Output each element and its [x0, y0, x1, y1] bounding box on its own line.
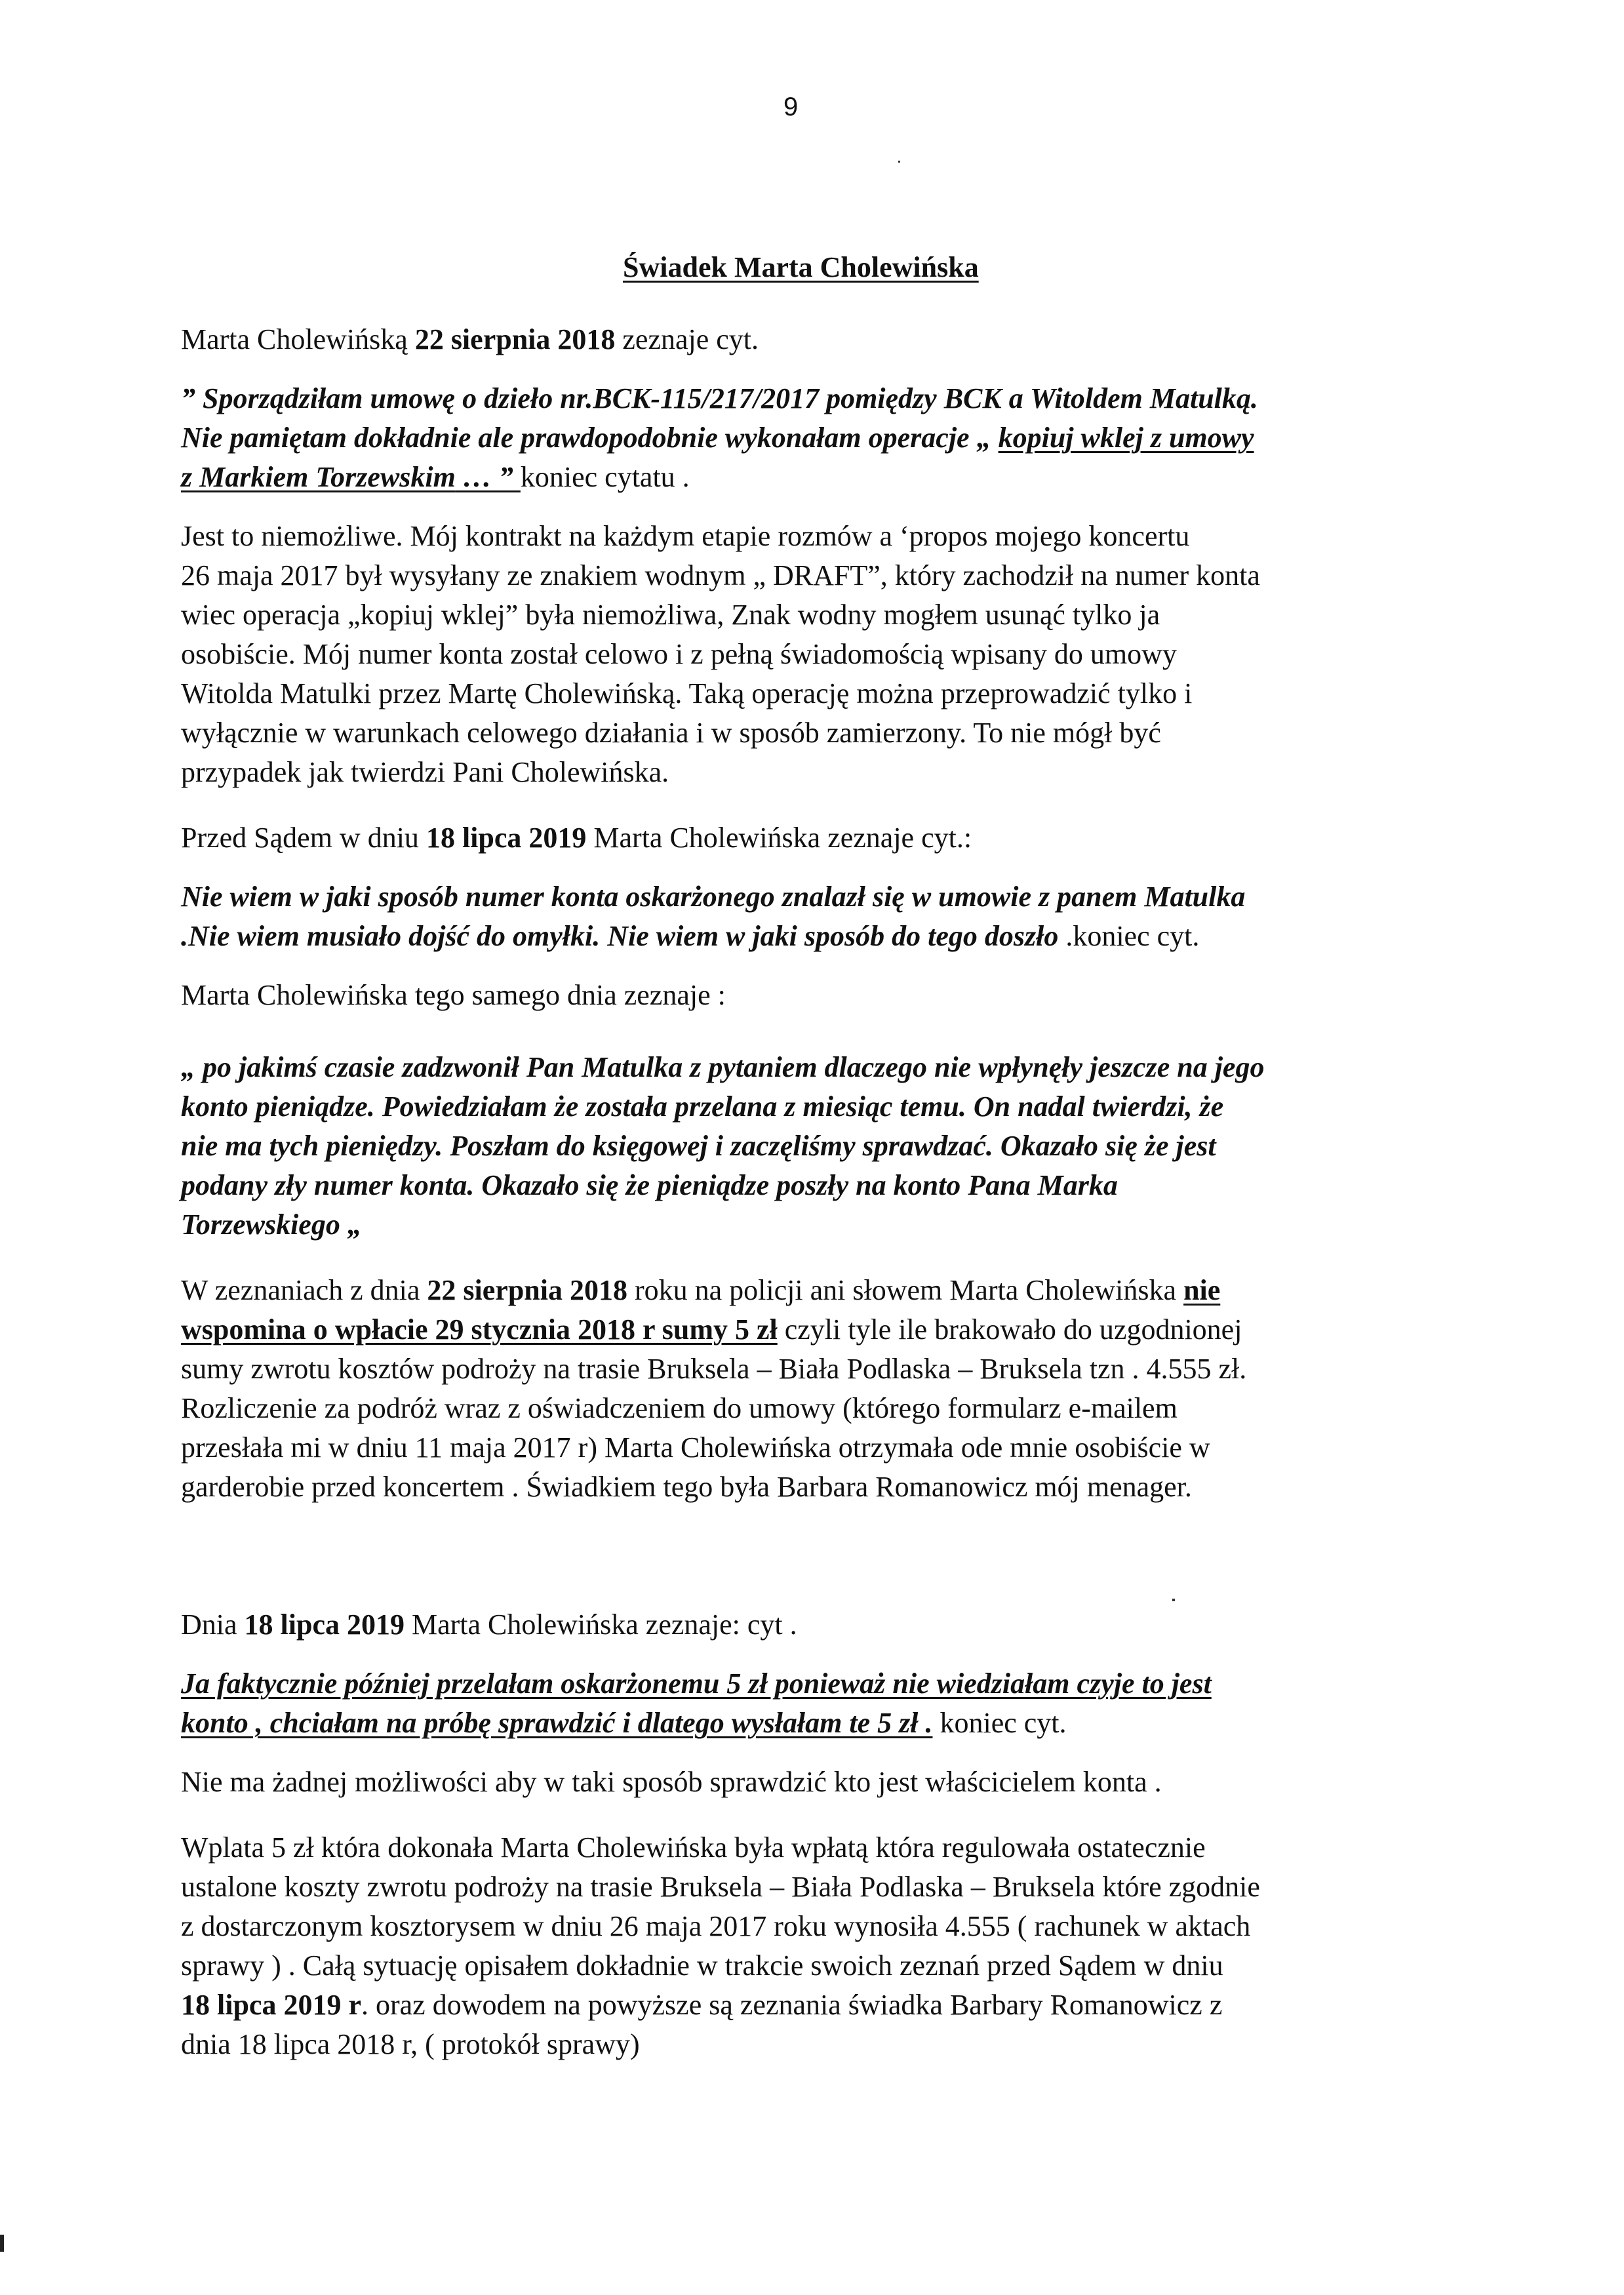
intro-date: 22 sierpnia 2018: [414, 323, 616, 355]
para2-line: Rozliczenie za podróż wraz z oświadczeniem do umowy (którego formularz e-mailem: [181, 1392, 1178, 1424]
para1-line: przypadek jak twierdzi Pani Cholewińska.: [181, 756, 669, 788]
same-day-line: Marta Cholewińska tego samego dnia zeznaje :: [181, 979, 726, 1011]
quote3-line: nie ma tych pieniędzy. Poszłam do księgowej i zaczęliśmy sprawdzać. Okazało się że jest: [181, 1130, 1216, 1162]
para3-line: ustalone koszty zwrotu podroży na trasie Bruksela – Biała Podlaska – Bruksela które zgodnie: [181, 1871, 1260, 1903]
para2-line: sumy zwrotu kosztów podroży na trasie Bruksela – Biała Podlaska – Bruksela tzn . 4.555 zł.: [181, 1353, 1247, 1385]
quote1-line1: ” Sporządziłam umowę o dzieło nr.BCK-115/217/2017 pomiędzy BCK a Witoldem Matulką.: [181, 382, 1258, 414]
quote3-line: Torzewskiego „: [181, 1208, 362, 1241]
quote2-line1: Nie wiem w jaki sposób numer konta oskarżonego znalazł się w umowie z panem Matulka: [181, 881, 1246, 913]
intro-line: [181, 320, 759, 359]
quote4-line1: Ja faktycznie później przelałam oskarżonemu 5 zł ponieważ nie wiedziałam czyje to jest: [181, 1667, 1212, 1700]
quote3-line: konto pieniądze. Powiedziałam że została przelana z miesiąc temu. On nadal twierdzi, że: [181, 1090, 1224, 1123]
para2-line: garderobie przed koncertem . Świadkiem tego była Barbara Romanowicz mój menager.: [181, 1471, 1192, 1503]
no-way-line: Nie ma żadnej możliwości aby w taki sposób sprawdzić kto jest właścicielem konta .: [181, 1766, 1162, 1798]
para1-line: Witolda Matulki przez Martę Cholewińską. Taką operację można przeprowadzić tylko i: [181, 677, 1193, 709]
para2-line1: [181, 1271, 1220, 1310]
quote3-line: „ po jakimś czasie zadzwonił Pan Matulka z pytaniem dlaczego nie wpłynęły jeszcze na jego: [181, 1051, 1265, 1083]
quote1-line3-underlined: z Markiem Torzewskim: [181, 461, 456, 493]
intro-text-end: zeznaje cyt.: [615, 323, 759, 355]
scan-speck: [898, 161, 900, 163]
para3-date: 18 lipca 2019 r: [181, 1989, 361, 2021]
quote4-line2: [181, 1704, 1067, 1743]
court2-line: [181, 1605, 797, 1645]
court1-date: 18 lipca 2019: [426, 822, 587, 854]
court1-line: [181, 818, 972, 858]
quote1-line2-text: Nie pamiętam dokładnie ale prawdopodobnie wykonałam operacje „: [181, 422, 999, 454]
witness-heading: Świadek Marta Cholewińska: [623, 251, 979, 283]
para3-line: dnia 18 lipca 2018 r, ( protokół sprawy): [181, 2028, 640, 2060]
para2-nie: nie: [1183, 1274, 1221, 1306]
para3-line5: [181, 1986, 1222, 2025]
court2-text-end: Marta Cholewińska zeznaje: cyt .: [404, 1608, 797, 1641]
para3-line: z dostarczonym kosztorysem w dniu 26 maja 2017 roku wynosiła 4.555 ( rachunek w aktach: [181, 1910, 1251, 1942]
para3-line: Wplata 5 zł która dokonała Marta Cholewińska była wpłatą która regulowała ostatecznie: [181, 1831, 1206, 1864]
scan-speck: [1172, 1599, 1175, 1601]
para2-text-mid: roku na policji ani słowem Marta Cholewińska: [627, 1274, 1184, 1306]
quote3-line: podany zły numer konta. Okazało się że pieniądze poszły na konto Pana Marka: [181, 1169, 1118, 1201]
quote2-line2: [181, 917, 1199, 956]
para2-tail: czyli tyle ile brakowało do uzgodnionej: [777, 1313, 1242, 1346]
para1-line: wyłącznie w warunkach celowego działania i w sposób zamierzony. To nie mógł być: [181, 717, 1161, 749]
quote4-line2-text: konto , chciałam na próbę sprawdzić i dlatego wysłałam te 5 zł .: [181, 1707, 933, 1739]
para2-underlined: wspomina o wpłacie 29 stycznia 2018 r sumy 5 zł: [181, 1313, 778, 1346]
quote1-line3-close: … ”: [455, 461, 521, 493]
quote1-line3-tail: koniec cytatu .: [520, 461, 690, 493]
court1-text: Przed Sądem w dniu: [181, 822, 426, 854]
court1-text-end: Marta Cholewińska zeznaje cyt.:: [586, 822, 972, 854]
para1-line: 26 maja 2017 był wysyłany ze znakiem wodnym „ DRAFT”, który zachodził na numer konta: [181, 559, 1260, 591]
page-number: 9: [783, 92, 799, 121]
para1-line: wiec operacja „kopiuj wklej” była niemożliwa, Znak wodny mogłem usunąć tylko ja: [181, 599, 1160, 631]
court2-text: Dnia: [181, 1608, 245, 1641]
para2-date: 22 sierpnia 2018: [427, 1274, 627, 1306]
quote1-line2: [181, 418, 1254, 458]
para2-text: W zeznaniach z dnia: [181, 1274, 427, 1306]
para2-line: przesłała mi w dniu 11 maja 2017 r) Marta Cholewińska otrzymała ode mnie osobiście w: [181, 1431, 1210, 1464]
para2-line2: [181, 1310, 1242, 1349]
para1-line: osobiście. Mój numer konta został celowo i z pełną świadomością wpisany do umowy: [181, 638, 1177, 670]
para3-tail: . oraz dowodem na powyższe są zeznania świadka Barbary Romanowicz z: [361, 1989, 1223, 2021]
quote4-line2-tail: koniec cyt.: [932, 1707, 1067, 1739]
quote1-line3: [181, 458, 690, 497]
quote2-line2-text: .Nie wiem musiało dojść do omyłki. Nie wiem w jaki sposób do tego doszło: [181, 920, 1059, 952]
quote1-line2-underlined: kopiuj wklej z umowy: [998, 422, 1254, 454]
quote2-line2-tail: .koniec cyt.: [1058, 920, 1200, 952]
court2-date: 18 lipca 2019: [244, 1608, 405, 1641]
para3-line: sprawy ) . Całą sytuację opisałem dokładnie w trakcie swoich zeznań przed Sądem w dniu: [181, 1949, 1223, 1982]
scan-edge-mark: [0, 2235, 4, 2252]
para1-line: Jest to niemożliwe. Mój kontrakt na każdym etapie rozmów a ‘propos mojego koncertu: [181, 520, 1190, 552]
intro-text: Marta Cholewińską: [181, 323, 415, 355]
